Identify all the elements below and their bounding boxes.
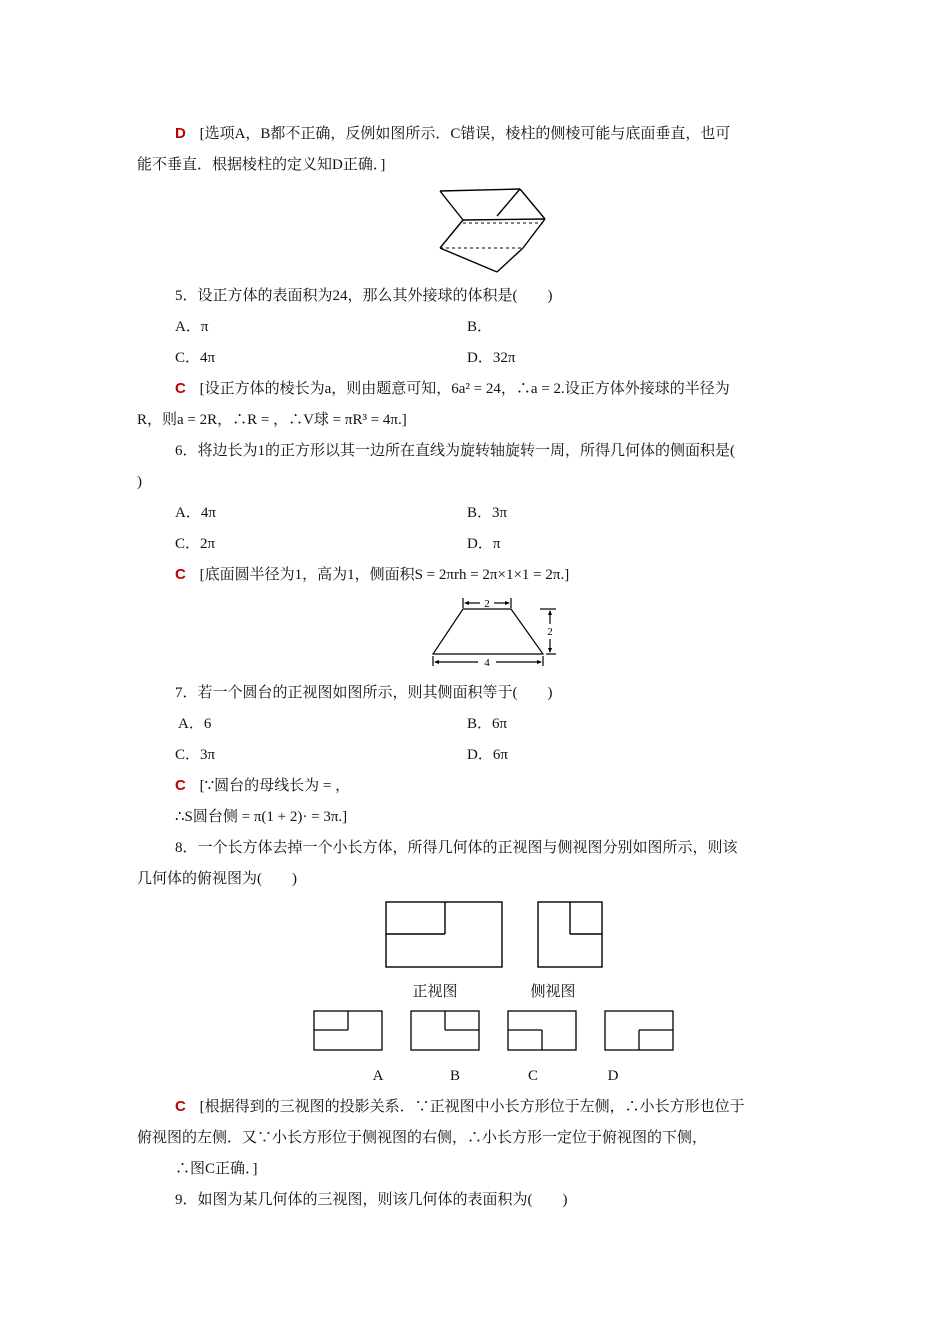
q5-answer: C bbox=[175, 380, 186, 397]
q4-solution-line1: D [选项A，B都不正确，反例如图所示．C错误，棱柱的侧棱可能与底面垂直，也可 bbox=[175, 125, 731, 142]
q7-solution-line1: C [∵圆台的母线长为 = ， bbox=[175, 777, 351, 794]
choice-a-label: A bbox=[372, 1068, 384, 1084]
q4-solution-line2: 能不垂直．根据棱柱的定义知D正确．] bbox=[137, 157, 386, 173]
oblique-prism-figure bbox=[435, 186, 550, 276]
q9-stem: 9．如图为某几何体的三视图，则该几何体的表面积为( ) bbox=[175, 1192, 568, 1208]
q5-solution-line1: C [设正方体的棱长为a，则由题意可知，6a² = 24，∴a = 2.设正方体外接球的半径为 bbox=[175, 380, 730, 397]
q8-stem-line2: 几何体的俯视图为( ) bbox=[137, 871, 297, 887]
q5-solution-line2: R，则a = 2R，∴R = ，∴V球 = πR³ = 4π.] bbox=[137, 412, 407, 428]
q7-answer: C bbox=[175, 777, 186, 794]
q5-option-c: C．4π bbox=[175, 350, 216, 366]
front-view-label: 正视图 bbox=[412, 984, 458, 1000]
q4-answer: D bbox=[175, 125, 186, 142]
q7-solution-line2: ∴S圆台侧 = π(1 + 2)· = 3π.] bbox=[175, 809, 348, 825]
q6-option-a: A．4π bbox=[175, 505, 216, 521]
q5-option-a: A．π bbox=[175, 319, 209, 335]
choice-b-top-view bbox=[410, 1010, 480, 1051]
q6-answer: C bbox=[175, 566, 186, 583]
trapezoid-side-label: 2 bbox=[547, 626, 553, 638]
q7-option-b: B．6π bbox=[467, 716, 508, 732]
q6-stem-line1: 6．将边长为1的正方形以其一边所在直线为旋转轴旋转一周，所得几何体的侧面积是( bbox=[175, 443, 735, 459]
q6-option-c: C．2π bbox=[175, 536, 216, 552]
choice-d-label: D bbox=[607, 1068, 619, 1084]
choice-c-top-view bbox=[507, 1010, 577, 1051]
trapezoid-front-view-figure bbox=[430, 596, 560, 671]
q8-solution-line3: ∴图C正确．] bbox=[175, 1161, 258, 1177]
q6-option-d: D．π bbox=[467, 536, 501, 552]
q6-stem-line2: ) bbox=[137, 474, 142, 490]
trapezoid-bottom-label: 4 bbox=[484, 657, 490, 669]
choice-a-top-view bbox=[313, 1010, 383, 1051]
q7-option-c: C．3π bbox=[175, 747, 216, 763]
q5-stem: 5．设正方体的表面积为24，那么其外接球的体积是( ) bbox=[175, 288, 553, 304]
side-view-figure bbox=[537, 901, 603, 969]
q6-solution: C [底面圆半径为1，高为1，侧面积S = 2πrh = 2π×1×1 = 2π.] bbox=[175, 566, 570, 583]
q5-option-b: B． bbox=[467, 319, 493, 335]
choice-c-label: C bbox=[527, 1068, 538, 1084]
q7-option-a: A．6 bbox=[178, 716, 212, 732]
q8-answer: C bbox=[175, 1098, 186, 1115]
q7-stem: 7．若一个圆台的正视图如图所示，则其侧面积等于( ) bbox=[175, 685, 553, 701]
trapezoid-top-label: 2 bbox=[484, 598, 490, 610]
q8-solution-line1: C [根据得到的三视图的投影关系．∵正视图中小长方形位于左侧，∴小长方形也位于 bbox=[175, 1098, 745, 1115]
choice-d-top-view bbox=[604, 1010, 674, 1051]
choice-b-label: B bbox=[449, 1068, 460, 1084]
q5-option-d: D．32π bbox=[467, 350, 516, 366]
front-view-figure bbox=[385, 901, 503, 969]
q8-stem-line1: 8．一个长方体去掉一个小长方体，所得几何体的正视图与侧视图分别如图所示，则该 bbox=[175, 840, 738, 856]
side-view-label: 侧视图 bbox=[530, 984, 576, 1000]
q8-solution-line2: 俯视图的左侧．又∵小长方形位于侧视图的右侧，∴小长方形一定位于俯视图的下侧， bbox=[137, 1130, 708, 1146]
q7-option-d: D．6π bbox=[467, 747, 508, 763]
q6-option-b: B．3π bbox=[467, 505, 508, 521]
